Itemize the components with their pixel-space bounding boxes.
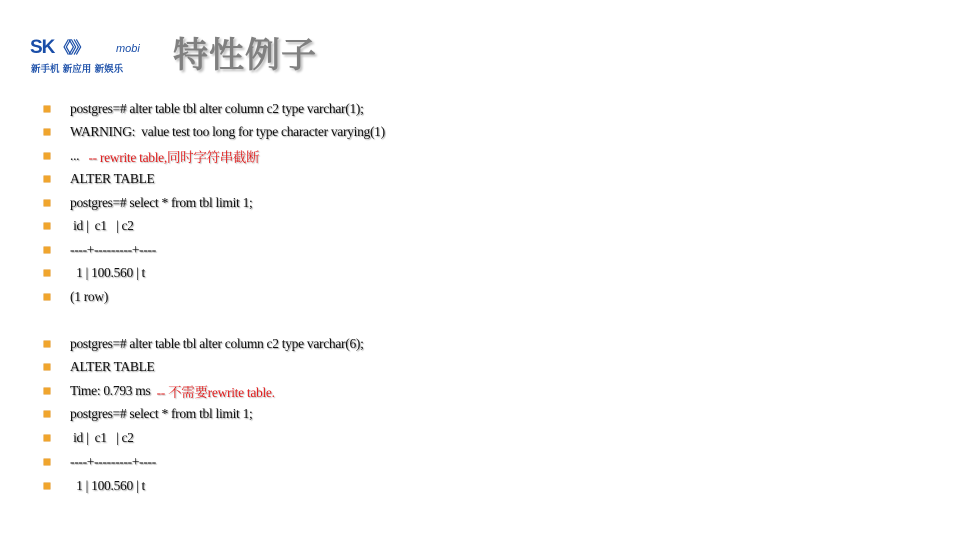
bullet-icon — [44, 435, 50, 441]
list-item — [44, 146, 259, 166]
list-item — [44, 240, 156, 260]
bullet-icon — [44, 411, 50, 417]
code-comment: -- 不需要rewrite table. — [156, 385, 275, 400]
code-line: id | c1 | c2 — [70, 430, 134, 445]
code-comment: -- rewrite table,同时字符串截断 — [88, 150, 260, 165]
bullet-icon — [44, 459, 50, 465]
code-line: postgres=# alter table tbl alter column c2 type varchar(1); — [70, 101, 364, 116]
bullet-icon — [44, 483, 50, 489]
bullet-icon — [44, 294, 50, 300]
code-line: 1 | 100.560 | t — [70, 265, 145, 280]
bullet-icon — [44, 223, 50, 229]
code-line: ----+---------+---- — [70, 454, 156, 469]
code-line: id | c1 | c2 — [70, 218, 134, 233]
bullet-icon — [44, 106, 50, 112]
logo-chevron-icon: 《》》 — [55, 40, 87, 57]
list-item — [44, 263, 145, 283]
logo-tagline: 新手机 新应用 新娱乐 — [31, 64, 124, 75]
list-item — [44, 452, 156, 472]
list-item — [44, 169, 155, 189]
code-line: postgres=# select * from tbl limit 1; — [70, 406, 253, 421]
bullet-icon — [44, 388, 50, 394]
list-item — [44, 287, 108, 307]
logo-mark-text: SK — [30, 37, 55, 58]
list-item — [44, 357, 155, 377]
code-line: ALTER TABLE — [70, 171, 155, 186]
bullet-icon — [44, 129, 50, 135]
code-line: ... — [70, 148, 89, 163]
logo-suffix: mobi — [116, 43, 140, 55]
list-item — [44, 476, 145, 496]
code-line: 1 | 100.560 | t — [70, 478, 145, 493]
code-line: Time: 0.793 ms — [70, 383, 157, 398]
list-item — [44, 216, 134, 236]
bullet-icon — [44, 176, 50, 182]
code-line: (1 row) — [70, 289, 109, 304]
page-title: 特性例子 — [173, 36, 318, 76]
bullet-icon — [44, 364, 50, 370]
code-line: postgres=# alter table tbl alter column c2 type varchar(6); — [70, 336, 364, 351]
list-item — [44, 193, 253, 213]
list-item — [44, 404, 253, 424]
list-item — [44, 122, 385, 142]
bullet-icon — [44, 153, 50, 159]
bullet-icon — [44, 270, 50, 276]
code-line: WARNING: value test too long for type character varying(1) — [70, 124, 385, 139]
bullet-icon — [44, 341, 50, 347]
code-line: postgres=# select * from tbl limit 1; — [70, 195, 253, 210]
list-item — [44, 381, 275, 401]
list-item — [44, 99, 364, 119]
list-item — [44, 334, 364, 354]
list-item — [44, 428, 134, 448]
bullet-icon — [44, 247, 50, 253]
code-line: ----+---------+---- — [70, 242, 156, 257]
code-line: ALTER TABLE — [70, 359, 155, 374]
bullet-icon — [44, 200, 50, 206]
